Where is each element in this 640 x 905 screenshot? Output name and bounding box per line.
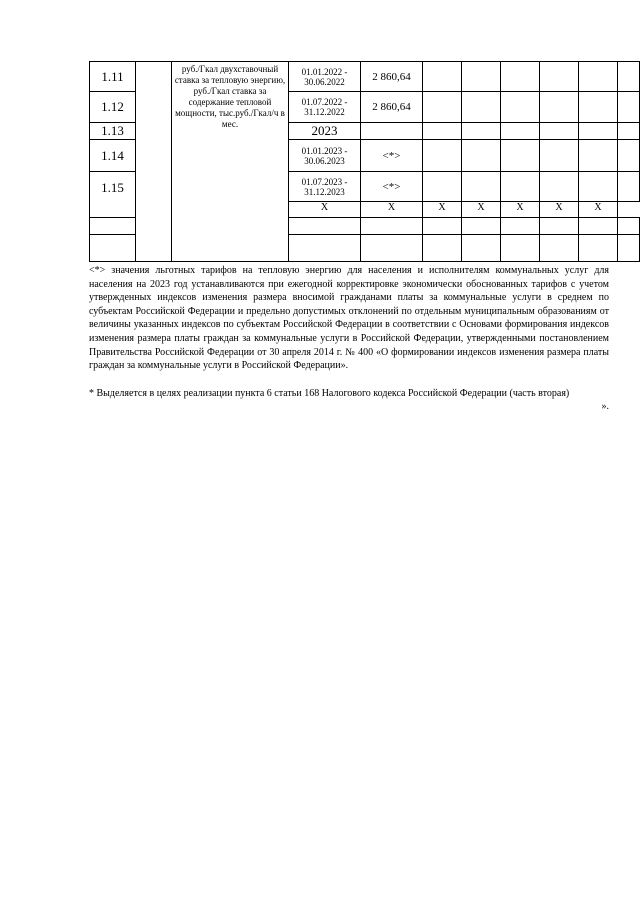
- empty-cell: [579, 172, 618, 202]
- empty-cell: [540, 123, 579, 140]
- closing-quote: ».: [601, 401, 609, 413]
- row-number: 1.12: [90, 92, 136, 123]
- table-row: [90, 62, 640, 92]
- empty-cell: [501, 218, 540, 235]
- empty-cell: [618, 123, 640, 140]
- empty-cell: [423, 92, 462, 123]
- tariff-value: <*>: [361, 140, 423, 172]
- period-cell: 01.01.2022 - 30.06.2022: [289, 62, 361, 92]
- tariff-value: 2 860,64: [361, 62, 423, 92]
- x-mark: X: [289, 202, 361, 218]
- empty-cell: [540, 62, 579, 92]
- period-cell: 01.01.2023 - 30.06.2023: [289, 140, 361, 172]
- empty-cell: [501, 235, 540, 262]
- empty-cell: [423, 218, 462, 235]
- empty-cell: [501, 123, 540, 140]
- empty-cell: [618, 92, 640, 123]
- period-cell: 01.07.2023 - 31.12.2023: [289, 172, 361, 202]
- empty-cell: [462, 218, 501, 235]
- row-number: 1.13: [90, 123, 136, 140]
- empty-cell: [136, 62, 172, 262]
- footnotes: [89, 264, 609, 414]
- empty-cell: [540, 140, 579, 172]
- unit-description: руб./Гкал двухставочный ставка за тепловую энергию, руб./Гкал ставка за содержание тепловой мощности, тыс.руб./Гкал/ч в мес.: [172, 62, 289, 262]
- empty-cell: [579, 218, 618, 235]
- empty-cell: [579, 140, 618, 172]
- empty-cell: [462, 140, 501, 172]
- empty-cell: [423, 62, 462, 92]
- tariff-table: [89, 61, 640, 262]
- empty-cell: [90, 218, 136, 235]
- empty-cell: [462, 62, 501, 92]
- row-number: 1.15: [90, 172, 136, 218]
- empty-cell: [540, 235, 579, 262]
- empty-cell: [289, 218, 361, 235]
- empty-cell: [579, 123, 618, 140]
- empty-cell: [501, 62, 540, 92]
- empty-cell: [289, 235, 361, 262]
- empty-cell: [579, 62, 618, 92]
- spacer: [89, 373, 609, 387]
- empty-cell: [423, 172, 462, 202]
- empty-cell: [462, 235, 501, 262]
- row-number: 1.14: [90, 140, 136, 172]
- empty-cell: [501, 92, 540, 123]
- empty-cell: [579, 235, 618, 262]
- row-number: 1.11: [90, 62, 136, 92]
- x-mark: X: [540, 202, 579, 218]
- empty-cell: [579, 92, 618, 123]
- empty-cell: [462, 92, 501, 123]
- empty-cell: [540, 92, 579, 123]
- footnote-preferential-tariffs: <*> значения льготных тарифов на тепловую энергию для населения и исполнителям коммунальных услуг для населения на 2023 год устанавливаются при ежегодной корректировке экономически обоснованных тарифов с учетом утвержденных индексов изменения размера вносимой гражданами платы за коммунальные услуги в среднем по субъектам Российской Федерации и предельно допустимых отклонений по отдельным муниципальным образованиям от величины указанных индексов по субъектам Российской Федерации в соответствии с Основами формирования индексов изменения размера платы граждан за коммунальные услуги в Российской Федерации, утвержденными постановлением Правительства Российской Федерации от 30 апреля 2014 г. № 400 «О формировании индексов изменения размера платы граждан за коммунальные услуги в Российской Федерации».: [89, 265, 609, 372]
- tariff-value: <*>: [361, 172, 423, 202]
- empty-cell: [361, 235, 423, 262]
- footnote-tax-code: * Выделяется в целях реализации пункта 6 статьи 168 Налогового кодекса Российской Федерации (часть вторая): [89, 387, 570, 399]
- empty-cell: [501, 140, 540, 172]
- empty-cell: [361, 218, 423, 235]
- empty-cell: [618, 235, 640, 262]
- empty-cell: [540, 172, 579, 202]
- empty-cell: [618, 140, 640, 172]
- empty-cell: [618, 62, 640, 92]
- tariff-value: 2 860,64: [361, 92, 423, 123]
- x-mark: X: [501, 202, 540, 218]
- empty-cell: [90, 235, 136, 262]
- x-mark: X: [579, 202, 618, 218]
- empty-cell: [618, 218, 640, 235]
- empty-cell: [540, 218, 579, 235]
- empty-cell: [423, 140, 462, 172]
- empty-cell: [423, 235, 462, 262]
- year-label: 2023: [289, 123, 361, 140]
- x-mark: X: [423, 202, 462, 218]
- empty-cell: [501, 172, 540, 202]
- empty-cell: [361, 123, 423, 140]
- empty-cell: [462, 123, 501, 140]
- empty-cell: [618, 172, 640, 202]
- empty-cell: [423, 123, 462, 140]
- x-mark: X: [462, 202, 501, 218]
- empty-cell: [462, 172, 501, 202]
- x-mark: X: [361, 202, 423, 218]
- period-cell: 01.07.2022 - 31.12.2022: [289, 92, 361, 123]
